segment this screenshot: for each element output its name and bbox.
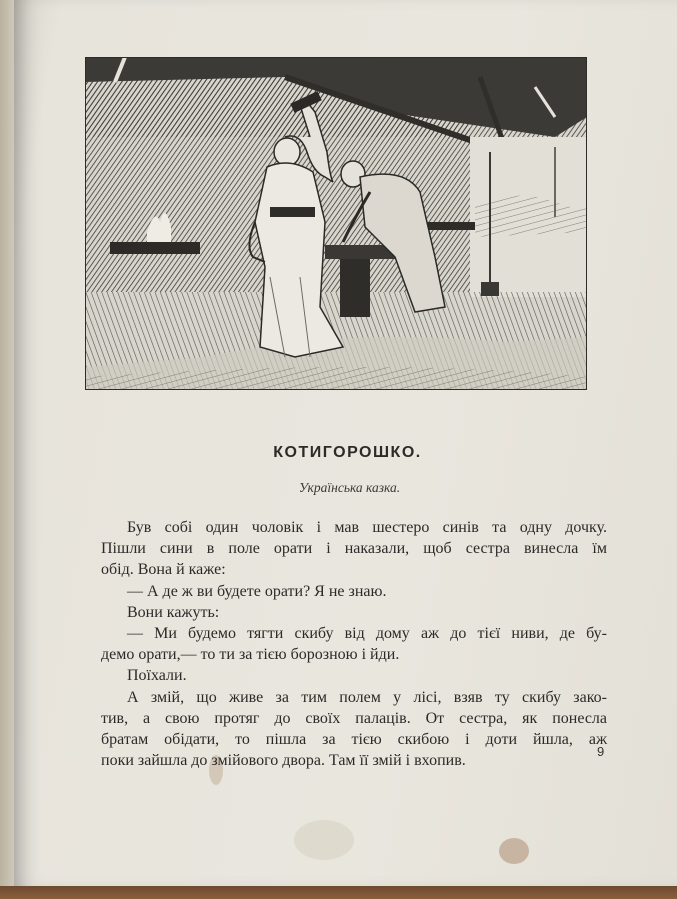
story-title: КОТИГОРОШКО. bbox=[273, 444, 422, 461]
text-line: тив, а свою протяг до своїх палаців. От сестра, як понесла bbox=[101, 709, 607, 727]
text-line: обід. Вона й каже: bbox=[101, 561, 226, 579]
text-line: Вони кажуть: bbox=[127, 603, 220, 621]
blacksmiths-woodcut-illustration bbox=[85, 57, 587, 390]
paper-stain bbox=[499, 838, 529, 864]
paper-stain bbox=[294, 820, 354, 860]
text-line: Поїхали. bbox=[127, 667, 187, 685]
text-line: Пішли сини в поле орати і наказали, щоб сестра винесла їм bbox=[101, 540, 607, 558]
text-line: демо орати,— то ти за тією борозною і йди. bbox=[101, 646, 400, 664]
story-subtitle: Українська казка. bbox=[298, 480, 401, 495]
text-line: братам обідати, то пішла за тією скибою і доти йшла, аж bbox=[101, 731, 607, 749]
text-line: — Ми будемо тягти скибу від дому аж до тієї ниви, де бу- bbox=[127, 625, 607, 643]
text-line: А змій, що живе за тим полем у лісі, взяв ту скибу зако- bbox=[127, 688, 607, 706]
story-body bbox=[101, 517, 607, 771]
text-line: поки зайшла до змійового двора. Там її змій і вхопив. bbox=[101, 752, 466, 770]
page-number: 9 bbox=[597, 744, 605, 759]
text-line: Був собі один чоловік і мав шестеро синів та одну дочку. bbox=[127, 519, 607, 536]
text-line: — А де ж ви будете орати? Я не знаю. bbox=[127, 582, 387, 600]
wooden-table-edge bbox=[0, 886, 677, 899]
